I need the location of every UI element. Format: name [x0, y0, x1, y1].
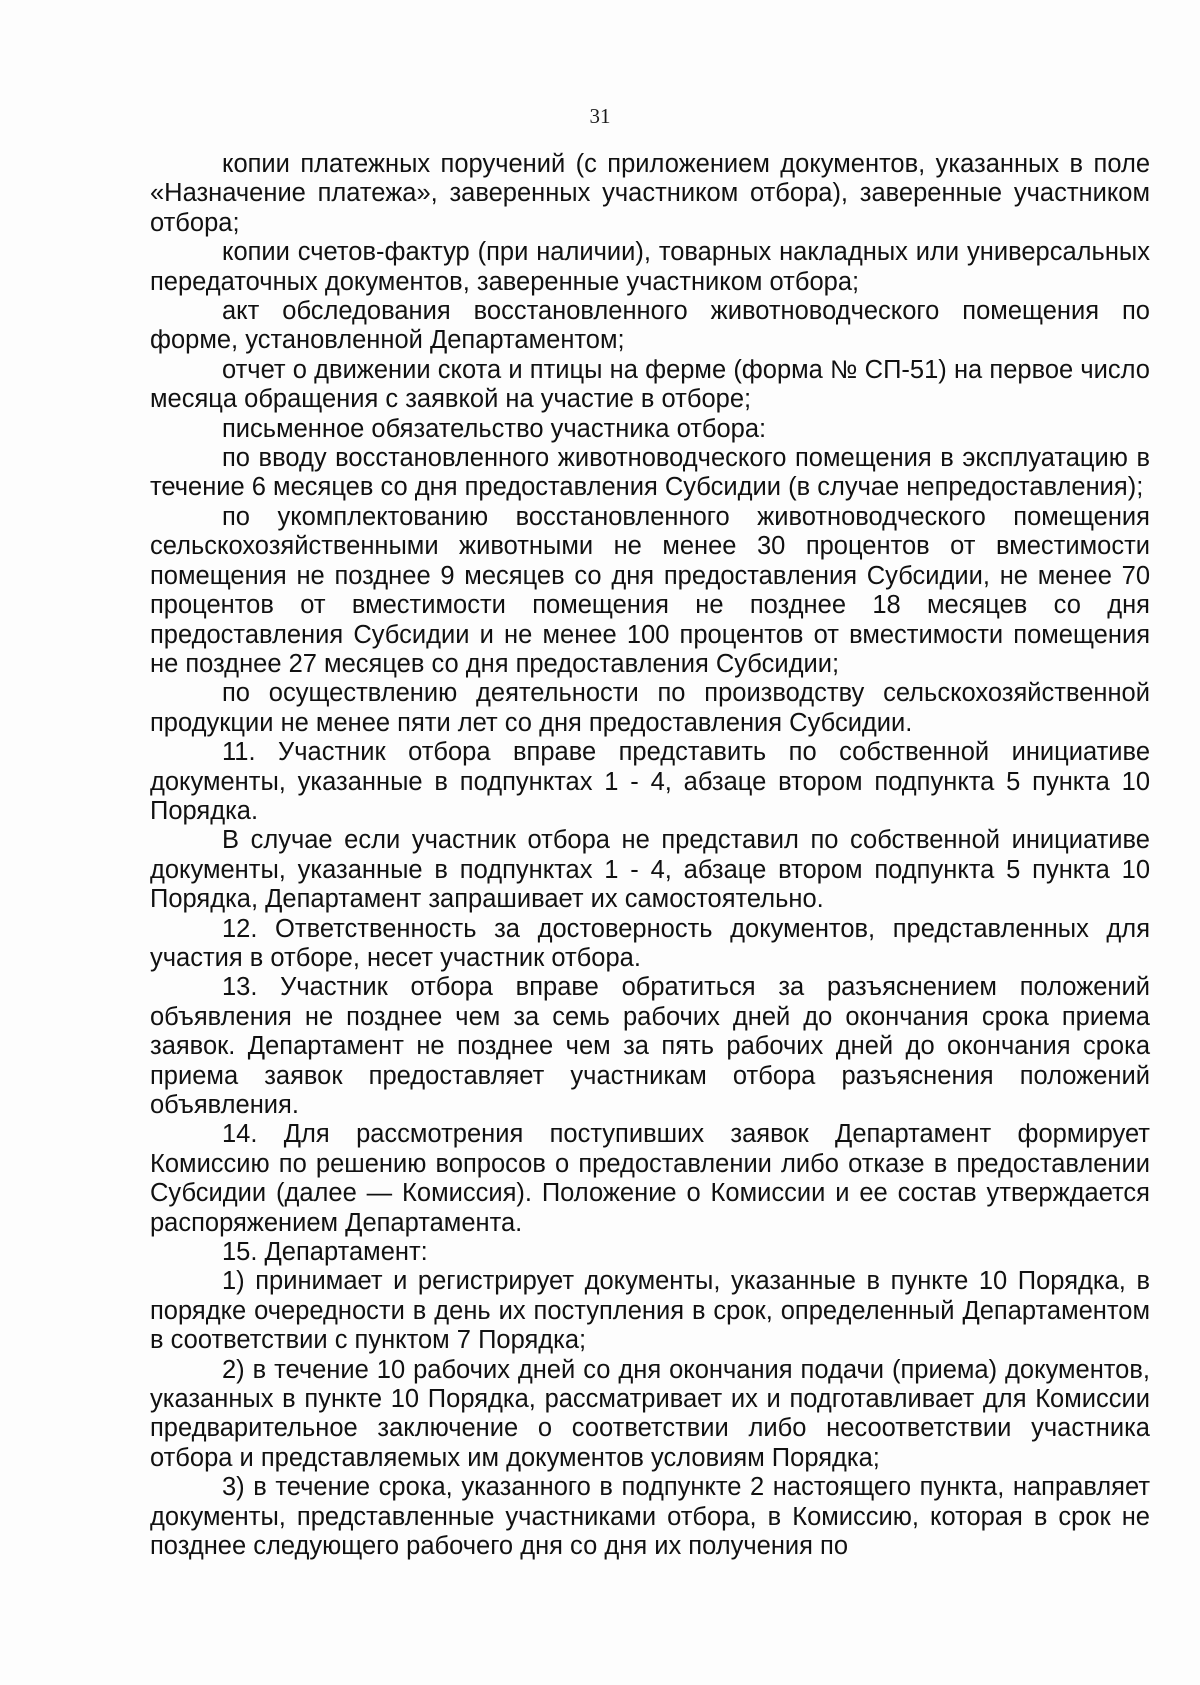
page-number: 31 — [589, 104, 611, 128]
paragraph: по вводу восстановленного животноводческого помещения в эксплуатацию в течение 6 месяцев со дня предоставления Субсидии (в случае непредоставления); — [150, 444, 1150, 502]
paragraph: 12. Ответственность за достоверность документов, представленных для участия в отборе, несет участник отбора. — [150, 914, 1150, 972]
paragraph: 13. Участник отбора вправе обратиться за разъяснением положений объявления не позднее чем за семь рабочих дней до окончания срока приема заявок. Департамент не позднее чем за пять рабочих дней до окончания срока приема заявок предоставляет участникам отбора разъяснения положений объявления. — [150, 973, 1150, 1119]
paragraph: по осуществлению деятельности по производству сельскохозяйственной продукции не менее пяти лет со дня предоставления Субсидии. — [150, 679, 1150, 737]
paragraph: акт обследования восстановленного животноводческого помещения по форме, установленной Департаментом; — [150, 297, 1150, 355]
paragraph: 14. Для рассмотрения поступивших заявок Департамент формирует Комиссию по решению вопросов о предоставлении либо отказе в предоставлении Субсидии (далее — Комиссия). Положение о Комиссии и ее состав утверждается распоряжением Департамента. — [150, 1120, 1150, 1237]
paragraph: В случае если участник отбора не представил по собственной инициативе документы, указанные в подпунктах 1 - 4, абзаце втором подпункта 5 пункта 10 Порядка, Департамент запрашивает их самостоятельно. — [150, 826, 1150, 914]
paragraph: копии счетов-фактур (при наличии), товарных накладных или универсальных передаточных документов, заверенные участником отбора; — [150, 238, 1150, 296]
paragraph: копии платежных поручений (с приложением документов, указанных в поле «Назначение платежа», заверенных участником отбора), заверенные участником отбора; — [150, 150, 1150, 237]
paragraph: 11. Участник отбора вправе представить по собственной инициативе документы, указанные в подпунктах 1 - 4, абзаце втором подпункта 5 пункта 10 Порядка. — [150, 738, 1150, 825]
paragraph: отчет о движении скота и птицы на ферме (форма № СП-51) на первое число месяца обращения с заявкой на участие в отборе; — [150, 355, 1150, 414]
paragraph: письменное обязательство участника отбора: — [222, 414, 767, 443]
paragraph: 2) в течение 10 рабочих дней со дня окончания подачи (приема) документов, указанных в пункте 10 Порядка, рассматривает их и подготавливает для Комиссии предварительное заключение о соответствии либо несоответствии участника отбора и представляемых им документов условиям Порядка; — [150, 1355, 1150, 1472]
document-body — [150, 150, 1150, 1562]
paragraph: 15. Департамент: — [222, 1238, 428, 1267]
paragraph: по укомплектованию восстановленного животноводческого помещения сельскохозяйственными животными не менее 30 процентов от вместимости помещения не позднее 9 месяцев со дня предоставления Субсидии, не менее 70 процентов от вместимости помещения не позднее 18 месяцев со дня предоставления Субсидии и не менее 100 процентов от вместимости помещения не позднее 27 месяцев со дня предоставления Субсидии; — [150, 502, 1150, 678]
paragraph: 1) принимает и регистрирует документы, указанные в пункте 10 Порядка, в порядке очередности в день их поступления в срок, определенный Департаментом в соответствии с пунктом 7 Порядка; — [150, 1267, 1150, 1355]
paragraph: 3) в течение срока, указанного в подпункте 2 настоящего пункта, направляет документы, представленные участниками отбора, в Комиссию, которая в срок не позднее следующего рабочего дня со дня их получения по — [150, 1473, 1150, 1561]
